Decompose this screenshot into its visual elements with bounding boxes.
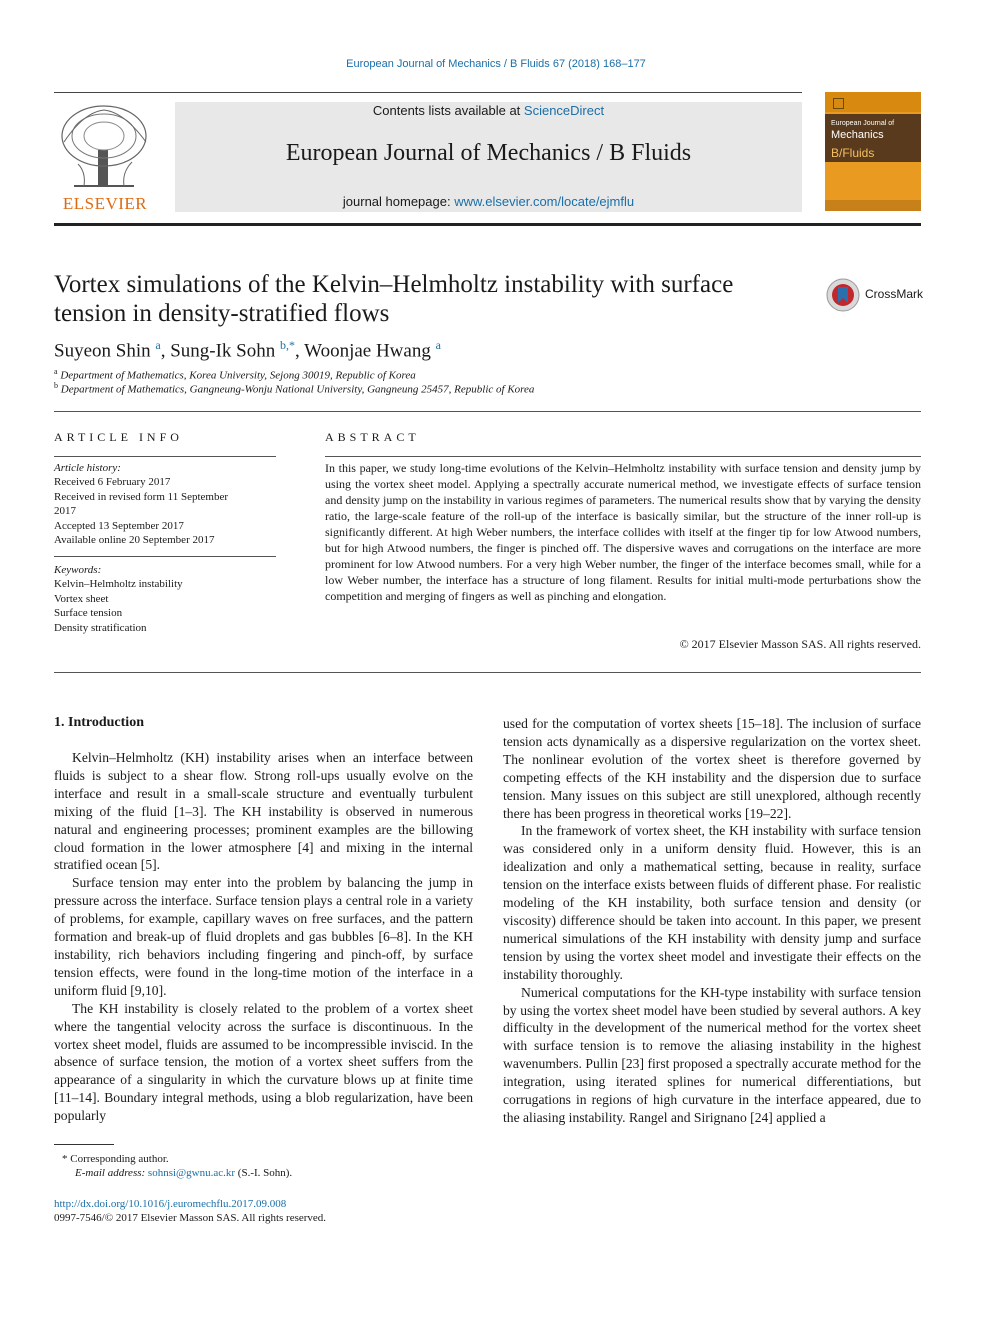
- left-column: [54, 749, 473, 1125]
- affiliation-mark: b: [54, 381, 58, 390]
- paragraph: Kelvin–Helmholtz (KH) instability arises when an interface between fluids is subject to a shear flow. Strong roll-ups usually evolve on the interface and result in a small-scale structure and eventually turbulent mixing of the fluid [1–3]. The KH instability is observed in numerous natural and engineering processes; prominent examples are the billowing cloud formation in the lower atmosphere [4] and mixing in the internal stratified ocean [5].: [54, 750, 473, 873]
- affiliation-a: [54, 367, 416, 382]
- author-affil-mark[interactable]: a: [155, 338, 161, 352]
- keyword-item: Surface tension: [54, 607, 123, 620]
- article-info-heading: ARTICLE INFO: [54, 430, 183, 444]
- journal-citation[interactable]: European Journal of Mechanics / B Fluids 67 (2018) 168–177: [346, 58, 646, 70]
- doi-link[interactable]: http://dx.doi.org/10.1016/j.euromechflu.2017.09.008: [54, 1198, 287, 1210]
- history-item: Received 6 February 2017: [54, 476, 171, 489]
- abstract-rule: [325, 456, 921, 457]
- author-separator: ,: [160, 340, 171, 362]
- history-item: 2017: [54, 505, 76, 518]
- section-heading: 1. Introduction: [54, 715, 144, 730]
- right-column: [503, 715, 921, 1127]
- history-item: Accepted 13 September 2017: [54, 519, 184, 532]
- author-name: Sung-Ik Sohn: [170, 340, 276, 362]
- article-title-line1: Vortex simulations of the Kelvin–Helmholtz instability with surface: [54, 271, 734, 298]
- paragraph: Numerical computations for the KH-type instability with surface tension by using the vortex sheet model have been studied by several authors. A key difficulty in the development of the numerical method for the vortex sheet with surface tension is to remove the aliasing instability in the highest wavenumbers. Pullin [23] first proposed a spectrally accurate method for the integration, using iterated splines for numerical differentiations, but corrugations in regions of high curvature in the interface appeared, due to the aliasing instability. Rangel and Sirignano [24] applied a: [503, 984, 921, 1125]
- paragraph: The KH instability is closely related to the problem of a vortex sheet where the tangential velocity across the surface is discontinuous. In the vortex sheet model, fluids are assumed to be incompressible inviscid. In the absence of surface tension, the motion of a vortex sheet suffers from the appearance of a singularity in which the curvature blows up at finite time [11–14]. Boundary integral methods, using a blob regularization, have been popularly: [54, 1000, 473, 1124]
- crossmark-icon: [825, 277, 861, 313]
- author-separator: ,: [294, 340, 305, 362]
- corresponding-note: [62, 1152, 169, 1166]
- abstract-copyright: © 2017 Elsevier Masson SAS. All rights reserved.: [679, 637, 921, 651]
- elsevier-logo[interactable]: [54, 102, 156, 214]
- homepage-link[interactable]: www.elsevier.com/locate/ejmflu: [454, 194, 635, 209]
- issn-line: 0997-7546/© 2017 Elsevier Masson SAS. All rights reserved.: [54, 1212, 327, 1224]
- email-label: E-mail address:: [75, 1167, 148, 1179]
- affiliation-mark: a: [54, 367, 58, 376]
- keywords: [54, 563, 276, 635]
- keywords-label: Keywords:: [54, 564, 102, 576]
- paragraph: used for the computation of vortex sheets [15–18]. The inclusion of surface tension acts dynamically as a dispersive regularization on the vortex sheet. The nonlinear evolution of the vortex sheet is therefore governed by competing effects of the KH instability and the dispersion due to surface tension. Many issues on this subject are still unexplored, although recently there has been progress in theoretical works [19–22].: [503, 716, 921, 821]
- corresponding-label: Corresponding author.: [70, 1153, 169, 1165]
- keyword-item: Vortex sheet: [54, 592, 109, 605]
- crossmark-badge[interactable]: [825, 277, 925, 313]
- affiliation-text: Department of Mathematics, Korea University, Sejong 30019, Republic of Korea: [60, 369, 416, 382]
- article-title-line2: tension in density-stratified flows: [54, 300, 390, 327]
- homepage-line: [175, 194, 802, 209]
- crossmark-label: CrossMark: [865, 287, 924, 301]
- article-history: [54, 461, 276, 547]
- header-rule: [54, 92, 802, 93]
- article-title: [54, 270, 814, 328]
- author-name: Suyeon Shin: [54, 340, 151, 362]
- elsevier-wordmark: ELSEVIER: [62, 194, 148, 213]
- author-list: [54, 338, 441, 362]
- author-affil-mark[interactable]: a: [435, 338, 441, 352]
- affiliation-text: Department of Mathematics, Gangneung-Wonju National University, Gangneung 25457, Republic of Korea: [60, 383, 535, 396]
- journal-title: European Journal of Mechanics / B Fluids: [285, 140, 692, 166]
- email-link[interactable]: sohnsi@gwnu.ac.kr: [147, 1167, 236, 1179]
- header-thick-rule: [54, 223, 921, 226]
- affiliation-b: [54, 381, 534, 396]
- history-item: Received in revised form 11 September: [54, 490, 229, 503]
- info-rule: [54, 556, 276, 557]
- paragraph: Surface tension may enter into the problem by balancing the jump in pressure across the interface. Surface tension plays a central role in a variety of problems, for example, capillary waves on free surfaces, and the pattern formation and break-up of fluid droplets and gas bubbles [6–8]. In the KH instability, rich behaviors including fingering and pinch-off, by surface tension effects, were found in the long-time motion of the interface in a uniform fluid [9,10].: [54, 875, 473, 998]
- email-note: [75, 1166, 292, 1180]
- contents-prefix: Contents lists available at: [372, 103, 524, 118]
- author-name: Woonjae Hwang: [304, 340, 431, 362]
- sciencedirect-link[interactable]: ScienceDirect: [523, 103, 605, 118]
- homepage-prefix: journal homepage:: [342, 194, 455, 209]
- info-rule: [54, 456, 276, 457]
- abstract-heading: ABSTRACT: [325, 430, 420, 444]
- divider: [54, 411, 921, 412]
- cover-line3: B/Fluids: [831, 146, 875, 160]
- author-affil-mark[interactable]: b,*: [279, 338, 295, 352]
- keyword-item: Density stratification: [54, 621, 147, 634]
- contents-line: [175, 103, 802, 118]
- cover-line2: Mechanics: [831, 129, 884, 141]
- divider: [54, 672, 921, 673]
- journal-cover[interactable]: [825, 92, 921, 211]
- paragraph: In the framework of vortex sheet, the KH instability with surface tension was considered only in a uniform density fluid. However, this is an idealization and only a mathematical setting, because in reality, surface tension on the interface exists between fluids of different phase. For realistic modeling of the KH instability, both surface tension and density (or viscosity) difference should be taken into account. In this paper, we present numerical simulations of the KH instability with density jump and surface tension by using the vortex sheet model and investigate their effects on the instability thoroughly.: [503, 823, 921, 982]
- abstract-text: In this paper, we study long-time evolutions of the Kelvin–Helmholtz instability with surface tension and density jump by using the vortex sheet model. Applying a spectrally accurate numerical method, we investigate effects of surface tension and density jump on the instability in various regimes of parameters. The numerical results show that by varying the density ratio, the large-scale feature of the roll-up of the interface is basically similar, but the structure of the inner roll-up is significantly different. At high Weber numbers, the interface collides with itself at the finger tip for low Atwood numbers, but for high Atwood numbers, the finger is pinched off. The dispersive waves and corrugations on the interface are more prominent for low Atwood numbers. For a very high Weber number, the finger of the interface becomes small, while for a low Weber number, the interface has a structure of long filament. Results for initial multi-mode perturbations show the competition and merging of fingers as well as pinching and elongation.: [325, 461, 921, 603]
- keyword-item: Kelvin–Helmholtz instability: [54, 578, 183, 591]
- footnote-rule: [54, 1144, 114, 1145]
- history-label: Article history:: [54, 462, 121, 474]
- history-item: Available online 20 September 2017: [54, 534, 215, 547]
- cover-line1: European Journal of: [831, 120, 895, 127]
- email-suffix: (S.-I. Sohn).: [235, 1167, 293, 1179]
- footnote-mark: *: [62, 1153, 68, 1165]
